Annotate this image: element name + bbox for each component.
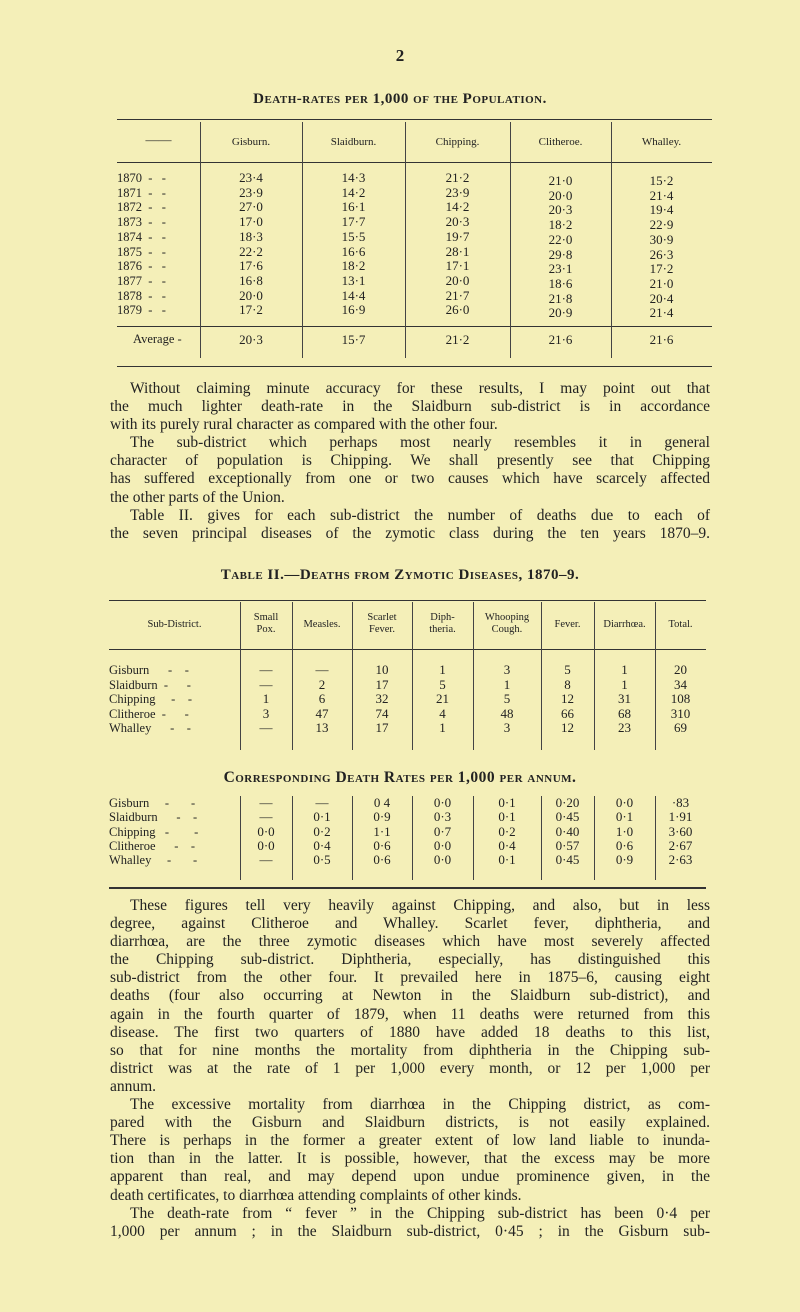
rates-title: Corresponding Death Rates per 1,000 per annum. — [223, 769, 577, 786]
rate-cell: — — [259, 852, 273, 868]
rate-cell: 0·57 — [555, 837, 580, 853]
table-cell: 18·2 — [341, 258, 366, 274]
rate-cell: 0·1 — [498, 795, 516, 810]
rate-cell: 0·9 — [373, 809, 391, 825]
text-line: diarrhœa, are the three zymotic diseases which have most severely affected — [110, 933, 710, 951]
text-line: 1,000 per annum ; in the Slaidburn sub-district, 0·45 ; in the Gisburn sub- — [110, 1222, 710, 1240]
text-line: tion than in the latter. It is possible, however, that the excess may be more — [110, 1150, 710, 1168]
table-cell: 20·0 — [239, 287, 263, 303]
rate-cell: 0·4 — [313, 837, 331, 853]
table-cell: 17·2 — [649, 261, 674, 277]
table-cell: 13·1 — [341, 272, 366, 288]
row-label-year: 1878 - - — [117, 288, 166, 303]
row-label-year: 1874 - - — [117, 229, 166, 244]
rate-cell: — — [315, 795, 329, 810]
text-line: the Chipping sub-district. Diphtheria, especially, has distinguished this — [110, 951, 710, 969]
table-cell: 310 — [670, 705, 691, 721]
rate-cell: 0·0 — [257, 837, 275, 853]
table-cell: 16·9 — [341, 302, 366, 318]
table-cell: 20·4 — [649, 290, 674, 306]
text-line: The excessive mortality from diarrhœa in the Chipping district, as com- — [130, 1096, 710, 1114]
rate-cell: ·83 — [671, 795, 690, 810]
rate-cell: 0·6 — [373, 852, 391, 868]
rate-cell: 0·9 — [615, 852, 634, 868]
table-cell: — — [259, 676, 273, 692]
text-line: the much lighter death-rate in the Slaidburn sub-district is in accordance — [110, 398, 710, 416]
table-cell: 68 — [618, 705, 631, 721]
table-cell: 3 — [503, 662, 511, 677]
row-label-subdistrict: Gisburn - - — [109, 663, 189, 677]
rate-cell: 0·0 — [433, 795, 452, 810]
text-line: degree, against Clitheroe and Whalley. Scarlet fever, diphtheria, and — [110, 915, 710, 933]
text-line: the other parts of the Union. — [110, 488, 285, 506]
row-label-year: 1871 - - — [117, 185, 166, 200]
column-header: Fever. — [554, 619, 581, 630]
text-line: Without claiming minute accuracy for these results, I may point out that — [130, 380, 710, 397]
rate-cell: 0·6 — [373, 837, 391, 853]
column-header: Whalley. — [641, 136, 682, 148]
rate-cell: 0·1 — [498, 809, 516, 825]
text-line: pared with the Gisburn and Slaidburn districts, is not easily explained. — [110, 1114, 710, 1132]
table-cell: 3 — [503, 720, 511, 735]
text-line: the seven principal diseases of the zymotic class during the ten years 1870–9. — [110, 524, 710, 542]
rate-cell: 0·4 — [498, 837, 516, 853]
average-cell: 20·3 — [239, 332, 263, 347]
column-header: Small Pox. — [253, 612, 279, 635]
rate-cell: 2·67 — [668, 837, 693, 853]
table-cell: 26·0 — [445, 302, 470, 318]
table-cell: 19·7 — [445, 228, 470, 244]
table-cell: 18·3 — [239, 228, 263, 244]
table-cell: 22·2 — [239, 243, 263, 259]
rate-cell: 0·6 — [615, 837, 634, 853]
table-cell: 17·0 — [239, 214, 263, 230]
row-label-subdistrict: Clitheroe - - — [109, 706, 189, 721]
row-label-subdistrict: Chipping - - — [109, 824, 199, 839]
table-cell: 23 — [618, 720, 631, 735]
row-label-subdistrict: Gisburn - - — [109, 796, 196, 810]
table-cell: 16·6 — [341, 243, 366, 259]
text-line: Table II. gives for each sub-district the number of deaths due to each of — [130, 506, 710, 524]
text-line: has suffered exceptionally from one or two causes which have scarcely affected — [110, 470, 710, 488]
table-cell: 16·8 — [239, 272, 263, 288]
rate-cell: 0·45 — [555, 852, 580, 868]
rate-cell: 0·0 — [257, 823, 275, 839]
table-cell: 5 — [564, 662, 571, 677]
table-cell: 48 — [500, 705, 514, 721]
row-label-year: 1877 - - — [117, 273, 166, 288]
table-cell: 32 — [375, 691, 389, 706]
row-label-year: 1870 - - — [117, 171, 166, 185]
table-cell: 21·0 — [649, 275, 674, 291]
row-label-year: 1875 - - — [117, 244, 166, 259]
rate-cell: 2·63 — [668, 852, 693, 868]
table-cell: 1 — [503, 676, 511, 692]
table-cell: 2 — [318, 676, 326, 692]
table-cell: 30·9 — [649, 231, 674, 247]
average-cell: 21·6 — [548, 332, 573, 347]
table-cell: 23·9 — [239, 184, 263, 200]
table-cell: 18·6 — [548, 275, 573, 291]
table-cell: 17·7 — [341, 214, 366, 230]
column-header: Clitheroe. — [538, 136, 583, 148]
table-cell: 5 — [503, 691, 511, 706]
rate-cell: 1·91 — [668, 809, 693, 825]
table-rule — [109, 887, 706, 889]
table-cell: 1 — [621, 662, 628, 677]
rate-cell: 0·1 — [313, 809, 331, 825]
table-cell: 1 — [621, 676, 628, 692]
table-cell: 26·3 — [649, 246, 674, 262]
rate-cell: 0·3 — [433, 809, 452, 825]
table-cell: 4 — [439, 705, 446, 721]
rate-cell: 0 4 — [373, 795, 391, 810]
row-label-subdistrict: Clitheroe - - — [109, 838, 196, 853]
rate-cell: 0·1 — [615, 809, 634, 825]
text-line: The sub-district which perhaps most nearly resembles it in general — [130, 434, 710, 452]
table-cell: 17·6 — [239, 258, 263, 274]
column-header: Diph- theria. — [429, 612, 456, 635]
text-line: sub-district from the other four. It prevailed here in 1875–6, causing eight — [110, 969, 710, 987]
average-cell: 15·7 — [341, 332, 366, 347]
table-cell: 19·4 — [649, 202, 674, 218]
row-label-year: 1879 - - — [117, 303, 166, 318]
text-line: again in the fourth quarter of 1879, when 11 deaths were returned from this — [110, 1005, 710, 1023]
table-cell: 17 — [375, 720, 389, 735]
table-cell: 14·2 — [341, 184, 366, 200]
table-cell: 17·2 — [239, 302, 263, 318]
rate-cell: — — [259, 795, 273, 810]
rate-cell: 0·40 — [555, 823, 580, 839]
table-cell: 22·9 — [649, 217, 674, 233]
table-cell: 23·4 — [239, 170, 263, 185]
table-cell: 23·9 — [445, 184, 470, 200]
table-cell: 3 — [262, 705, 270, 721]
table-cell: 27·0 — [239, 199, 263, 215]
column-header: Chipping. — [435, 136, 480, 148]
table-cell: 34 — [674, 676, 687, 692]
table1-title: Death-rates per 1,000 of the Population. — [253, 91, 547, 107]
body-text-top — [110, 380, 710, 543]
table-cell: 21·7 — [445, 287, 470, 303]
table-cell: 47 — [315, 705, 329, 721]
text-line: with its purely rural character as compared with the other four. — [110, 416, 498, 434]
column-header: Diarrhœa. — [603, 619, 646, 630]
row-label-year: 1873 - - — [117, 215, 166, 230]
row-label-subdistrict: Whalley - - — [109, 721, 191, 735]
text-line: annum. — [110, 1077, 157, 1095]
table-cell: 20·3 — [445, 214, 470, 230]
table-cell: 20·9 — [548, 305, 573, 321]
text-line: deaths (four also occurring at Newton in the Slaidburn sub-district), and — [110, 987, 710, 1005]
table-cell: 21·4 — [649, 187, 674, 203]
table-cell: 66 — [561, 705, 574, 721]
table-cell: 14·2 — [445, 199, 470, 215]
text-line: death certificates, to diarrhœa attending complaints of other kinds. — [110, 1186, 522, 1204]
body-text-bottom — [110, 897, 710, 1241]
table-cell: 17·1 — [445, 258, 470, 274]
table-cell: 14·4 — [341, 287, 366, 303]
row-label-year: 1876 - - — [117, 259, 166, 274]
row-label-subdistrict: Slaidburn - - — [109, 677, 191, 692]
rate-cell: 0·1 — [498, 852, 516, 868]
average-cell: 21·2 — [445, 332, 470, 347]
text-line: These figures tell very heavily against Chipping, and also, but in less — [130, 897, 710, 914]
rate-cell: 0·2 — [498, 823, 516, 839]
text-line: district was at the rate of 1 per 1,000 every month, or 12 per 1,000 per — [110, 1059, 710, 1077]
column-header: Gisburn. — [231, 136, 271, 148]
table-cell: 18·2 — [548, 217, 573, 233]
rate-cell: 0·0 — [615, 795, 634, 810]
table-cell: — — [315, 662, 329, 677]
page-number: 2 — [395, 46, 405, 65]
table-cell: — — [259, 720, 273, 735]
table-cell: 8 — [564, 676, 571, 692]
column-header: Total. — [668, 619, 693, 630]
rate-cell: 0·45 — [555, 809, 580, 825]
table-cell: 20·3 — [548, 202, 573, 218]
table-cell: 108 — [670, 691, 691, 706]
table-cell: 29·8 — [548, 246, 573, 262]
table-cell: 6 — [318, 691, 326, 706]
rate-cell: 0·2 — [313, 823, 331, 839]
text-line: so that for nine months the mortality from diphtheria in the Chipping sub- — [110, 1041, 710, 1059]
table-cell: 12 — [561, 720, 574, 735]
table-cell: 12 — [561, 691, 574, 706]
column-header: Measles. — [303, 619, 341, 630]
row-label-subdistrict: Whalley - - — [109, 853, 198, 868]
table-cell: 23·1 — [548, 261, 573, 277]
table-cell: 21 — [436, 691, 449, 706]
table-rule — [117, 326, 712, 327]
table-cell: 16·1 — [341, 199, 366, 215]
text-line: disease. The first two quarters of 1880 have added 18 deaths to this list, — [110, 1023, 710, 1041]
table-cell: 21·4 — [649, 305, 674, 321]
rate-cell: 0·20 — [555, 795, 580, 810]
table-cell: 17 — [375, 676, 389, 692]
column-header: Whooping Cough. — [484, 612, 530, 635]
table2-title: Table II.—Deaths from Zymotic Diseases, 1870–9. — [220, 567, 580, 583]
table-cell: 1 — [439, 720, 446, 735]
average-cell: 21·6 — [649, 332, 674, 347]
table-cell: 14·3 — [341, 170, 366, 185]
table-cell: 10 — [375, 662, 389, 677]
rate-cell: 0·0 — [433, 837, 452, 853]
average-label: Average - — [133, 332, 182, 346]
table-corner: —— — [145, 132, 172, 147]
text-line: There is perhaps in the former a greater extent of low land liable to inunda- — [110, 1132, 710, 1150]
table-rule — [109, 600, 706, 601]
rate-cell: 1·1 — [373, 823, 391, 839]
table-cell: 5 — [439, 676, 446, 692]
table-rule — [117, 119, 712, 120]
table-cell: — — [259, 662, 273, 677]
text-line: character of population is Chipping. We shall presently see that Chipping — [110, 452, 710, 470]
rate-cell: 0·0 — [433, 852, 452, 868]
rate-cell: 0·7 — [433, 823, 452, 839]
table-cell: 1 — [439, 662, 446, 677]
table-cell: 21·2 — [445, 170, 470, 185]
column-header: Sub-District. — [147, 619, 202, 630]
table-rule — [109, 649, 706, 650]
rate-cell: 0·5 — [313, 852, 331, 868]
rate-cell: — — [259, 809, 273, 825]
table-cell: 69 — [674, 720, 687, 735]
table-cell: 20 — [674, 662, 687, 677]
text-line: apparent than real, and may depend upon undue prominence given, in the — [110, 1168, 710, 1186]
table-cell: 21·0 — [548, 173, 573, 188]
table-cell: 31 — [618, 691, 631, 706]
table-cell: 20·0 — [548, 187, 573, 203]
table-cell: 74 — [375, 705, 389, 721]
table-cell: 15·5 — [341, 228, 366, 244]
row-label-year: 1872 - - — [117, 200, 166, 215]
table-cell: 21·8 — [548, 290, 573, 306]
table-rule — [117, 162, 712, 163]
rate-cell: 3·60 — [668, 823, 693, 839]
row-label-subdistrict: Chipping - - — [109, 692, 192, 706]
table-cell: 15·2 — [649, 173, 674, 188]
table-cell: 22·0 — [548, 231, 573, 247]
column-header: Scarlet Fever. — [367, 612, 397, 635]
table-cell: 20·0 — [445, 272, 470, 288]
column-header: Slaidburn. — [330, 136, 377, 148]
text-line: The death-rate from “ fever ” in the Chipping sub-district has been 0·4 per — [130, 1204, 710, 1222]
row-label-subdistrict: Slaidburn - - — [109, 810, 198, 825]
table-rule — [117, 366, 712, 367]
rate-cell: 1·0 — [615, 823, 634, 839]
table-cell: 28·1 — [445, 243, 470, 259]
table-cell: 1 — [262, 691, 270, 706]
table-cell: 13 — [315, 720, 329, 735]
